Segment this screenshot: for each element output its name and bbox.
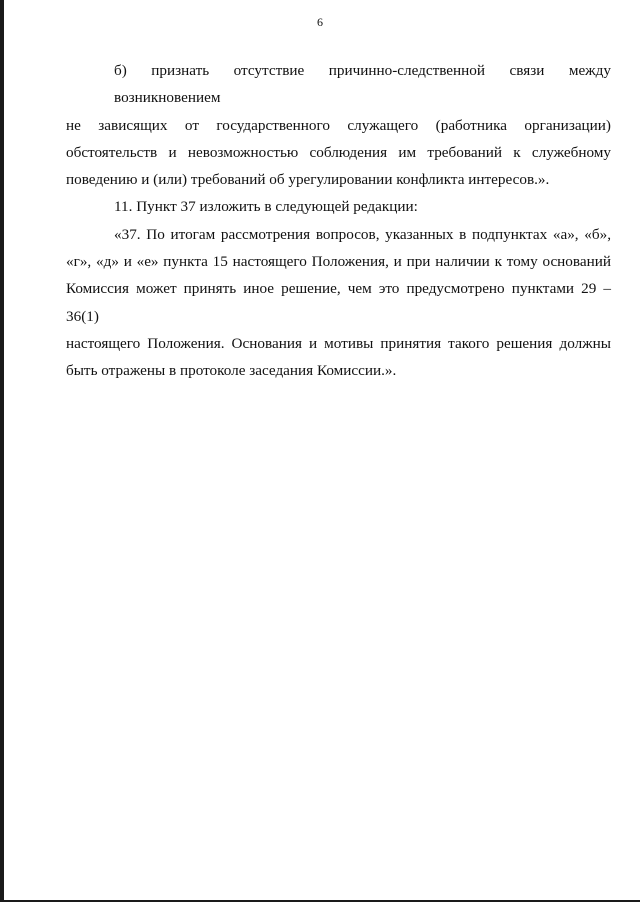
paragraph-37 <box>66 221 611 385</box>
text-line: не зависящих от государственного служащего (работника организации) <box>66 116 611 134</box>
text-line: б) признать отсутствие причинно-следственной связи между возникновением <box>114 62 611 107</box>
text-line: настоящего Положения. Основания и мотивы принятия такого решения должны <box>66 334 611 352</box>
paragraph-b <box>66 57 611 193</box>
text-line: быть отражены в протоколе заседания Комиссии.». <box>66 362 397 380</box>
text-line: «37. По итогам рассмотрения вопросов, указанных в подпунктах «а», «б», <box>114 225 611 243</box>
paragraph-11 <box>66 193 611 220</box>
text-line: Комиссия может принять иное решение, чем это предусмотрено пунктами 29 – 36(1) <box>66 280 611 325</box>
text-line: «г», «д» и «е» пункта 15 настоящего Положения, и при наличии к тому оснований <box>66 253 611 271</box>
page-number: 6 <box>317 15 323 29</box>
text-line: 11. Пункт 37 изложить в следующей редакции: <box>114 198 418 216</box>
text-line: поведению и (или) требований об урегулировании конфликта интересов.». <box>66 171 550 189</box>
text-line: обстоятельств и невозможностью соблюдения им требований к служебному <box>66 143 611 161</box>
scan-left-border <box>0 0 4 902</box>
document-body <box>66 57 611 385</box>
